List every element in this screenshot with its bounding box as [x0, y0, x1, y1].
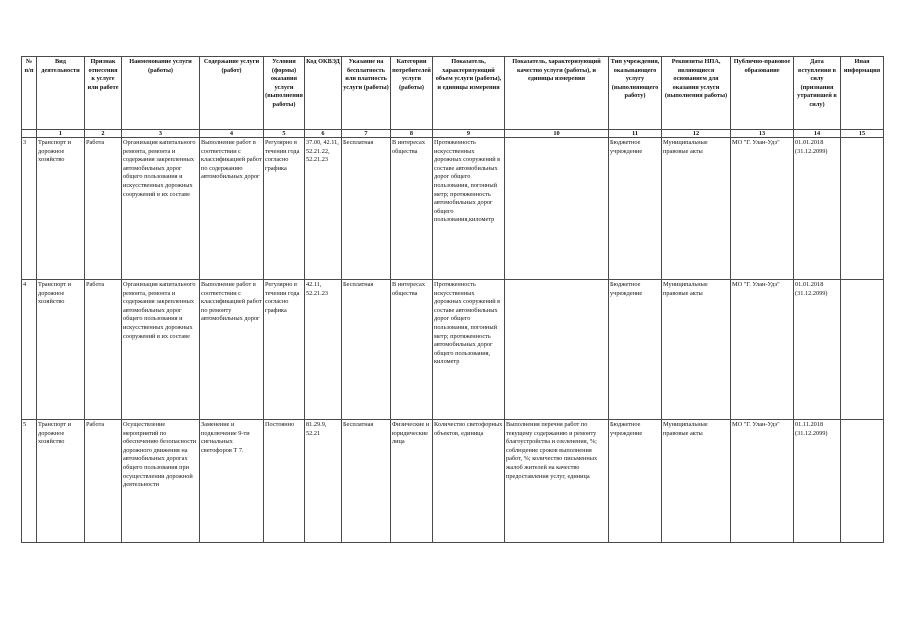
column-number-cell: 5	[264, 130, 305, 138]
column-number-row	[22, 130, 884, 138]
type-cell: Работа	[85, 138, 122, 280]
conditions-cell: Постоянно	[264, 420, 305, 543]
column-number-cell: 13	[731, 130, 794, 138]
npa-cell: Муниципальные правовые акты	[662, 420, 731, 543]
services-register-table	[21, 56, 884, 543]
header-cell-name: Наименование услуги (работы)	[122, 57, 200, 130]
column-number-cell: 4	[200, 130, 264, 138]
column-number-cell: 7	[342, 130, 391, 138]
payment-cell: Бесплатная	[342, 280, 391, 420]
conditions-cell: Регулярно в течении года согласно графика	[264, 138, 305, 280]
header-cell-num: № п/п	[22, 57, 37, 130]
table-row	[22, 138, 884, 280]
column-number-cell: 6	[305, 130, 342, 138]
column-number-cell: 15	[841, 130, 884, 138]
content-cell: Заменение и подключение 9-ти сигнальных светофоров Т 7.	[200, 420, 264, 543]
table-row	[22, 280, 884, 420]
volume-indicator-cell: Протяженность искусственных дорожных сооружений в составе автомобильных дорог общего пользования, погонный метр; протяженность автомобильных дорог общего пользования, километр	[433, 280, 505, 420]
activity-cell: Транспорт и дорожное хозяйство	[37, 420, 85, 543]
service-name-cell: Организация капитального ремонта, ремонта и содержания закрепленных автомобильных дорог общего пользования и искусственных дорожных сооружений в их составе	[122, 138, 200, 280]
date-cell: 01.01.2018 (31.12.2099)	[794, 280, 841, 420]
table-row	[22, 420, 884, 543]
entity-cell: МО "Г. Улан-Удэ"	[731, 280, 794, 420]
service-name-cell: Осуществление мероприятий по обеспечению безопасности дорожного движения на автомобильных дорогах общего пользования при осуществлении дорожной деятельности	[122, 420, 200, 543]
row-number: 4	[22, 280, 37, 420]
header-cell-okved: Код ОКВЭД	[305, 57, 342, 130]
date-cell: 01.01.2018 (31.12.2099)	[794, 138, 841, 280]
other-info-cell	[841, 280, 884, 420]
consumers-cell: В интересах общества	[391, 138, 433, 280]
other-info-cell	[841, 138, 884, 280]
okved-cell: 37.00, 42.11, 52.21.22, 52.21.23	[305, 138, 342, 280]
header-row	[22, 57, 884, 130]
quality-indicator-cell	[505, 138, 609, 280]
quality-indicator-cell: Выполнения перечня работ по текущему содержанию и ремонту благоустройства и озеленения, %; соблюдение сроков выполнения работ, %; количество письменных жалоб жителей на качество предоставления услуг, единица	[505, 420, 609, 543]
header-cell-volume: Показатель, характеризующий объем услуги (работы), и единицы измерения	[433, 57, 505, 130]
header-cell-other: Иная информация	[841, 57, 884, 130]
institution-type-cell: Бюджетное учреждение	[609, 420, 662, 543]
header-cell-payment: Указание на бесплатность или платность услуги (работы)	[342, 57, 391, 130]
type-cell: Работа	[85, 280, 122, 420]
activity-cell: Транспорт и дорожное хозяйство	[37, 280, 85, 420]
column-number-cell: 3	[122, 130, 200, 138]
column-number-cell: 12	[662, 130, 731, 138]
okved-cell: 42.11, 52.21.23	[305, 280, 342, 420]
header-cell-type: Признак отнесения к услуге или работе	[85, 57, 122, 130]
conditions-cell: Регулярно в течении года согласно графика	[264, 280, 305, 420]
service-name-cell: Организация капитального ремонта, ремонта и содержания закрепленных автомобильных дорог общего пользования и искусственных дорожных сооружений в их составе	[122, 280, 200, 420]
row-number: 3	[22, 138, 37, 280]
header-cell-activity: Вид деятельности	[37, 57, 85, 130]
entity-cell: МО "Г. Улан-Удэ"	[731, 420, 794, 543]
row-number: 5	[22, 420, 37, 543]
date-cell: 01.11.2018 (31.12.2099)	[794, 420, 841, 543]
header-cell-conditions: Условия (формы) оказания услуги (выполнения работы)	[264, 57, 305, 130]
okved-cell: 81.29.9, 52.21	[305, 420, 342, 543]
content-cell: Выполнение работ в соответствии с классификацией работ по содержанию автомобильных дорог	[200, 138, 264, 280]
header-cell-entity: Публично-правовое образование	[731, 57, 794, 130]
volume-indicator-cell: Количество светофорных объектов, единица	[433, 420, 505, 543]
consumers-cell: В интересах общества	[391, 280, 433, 420]
type-cell: Работа	[85, 420, 122, 543]
payment-cell: Бесплатная	[342, 420, 391, 543]
column-number-cell: 8	[391, 130, 433, 138]
header-cell-date: Дата вступления в силу (признания утратившей в силу)	[794, 57, 841, 130]
column-number-cell: 9	[433, 130, 505, 138]
column-number-cell	[22, 130, 37, 138]
header-cell-institution: Тип учреждения, оказывающего услугу (выполняющего работу)	[609, 57, 662, 130]
column-number-cell: 10	[505, 130, 609, 138]
other-info-cell	[841, 420, 884, 543]
column-number-cell: 1	[37, 130, 85, 138]
column-number-cell: 11	[609, 130, 662, 138]
header-cell-consumers: Категории потребителей услуги (работы)	[391, 57, 433, 130]
content-cell: Выполнение работ в соответствии с классификацией работ по ремонту автомобильных дорог	[200, 280, 264, 420]
activity-cell: Транспорт и дорожное хозяйство	[37, 138, 85, 280]
column-number-cell: 2	[85, 130, 122, 138]
npa-cell: Муниципальные правовые акты	[662, 138, 731, 280]
column-number-cell: 14	[794, 130, 841, 138]
payment-cell: Бесплатная	[342, 138, 391, 280]
institution-type-cell: Бюджетное учреждение	[609, 138, 662, 280]
consumers-cell: Физические и юридические лица	[391, 420, 433, 543]
header-cell-quality: Показатель, характеризующий качество услуги (работы), и единицы измерения	[505, 57, 609, 130]
header-cell-npa: Реквизиты НПА, являющиеся основанием для оказания услуги (выполнения работы)	[662, 57, 731, 130]
npa-cell: Муниципальные правовые акты	[662, 280, 731, 420]
institution-type-cell: Бюджетное учреждение	[609, 280, 662, 420]
volume-indicator-cell: Протяженность искусственных дорожных сооружений в составе автомобильных дорог общего пользования, погонный метр; протяженность автомобильных дорог общего пользования,километр	[433, 138, 505, 280]
quality-indicator-cell	[505, 280, 609, 420]
entity-cell: МО "Г. Улан-Удэ"	[731, 138, 794, 280]
header-cell-content: Содержание услуги (работ)	[200, 57, 264, 130]
